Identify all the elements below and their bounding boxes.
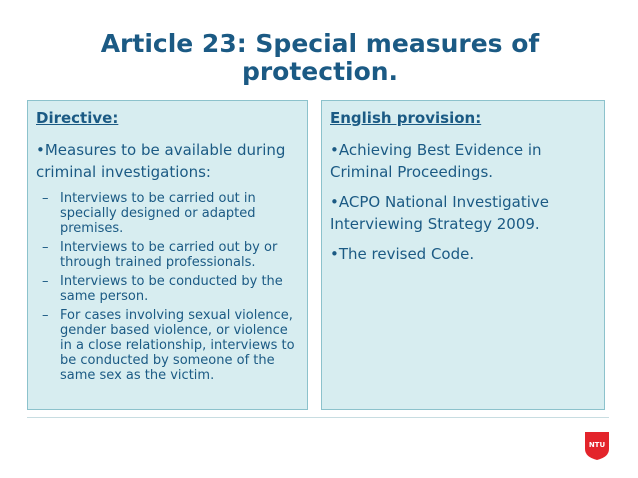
directive-sub-item xyxy=(36,274,299,304)
directive-panel xyxy=(27,100,308,410)
directive-sub-item-text: For cases involving sexual violence, gender based violence, or violence in a close relationship, interviews to be conducted by someone of the same sex as the victim. xyxy=(60,308,295,383)
ntu-logo xyxy=(584,431,610,461)
dash-marker: – xyxy=(42,191,49,206)
directive-sub-item xyxy=(36,191,299,236)
directive-sub-item-text: Interviews to be conducted by the same person. xyxy=(60,274,283,304)
dash-marker: – xyxy=(42,308,49,323)
slide-title: Article 23: Special measures of protection. xyxy=(100,29,540,86)
ntu-logo-text: NTU xyxy=(588,441,606,449)
dash-marker: – xyxy=(42,274,49,289)
directive-sub-item-text: Interviews to be carried out in specially designed or adapted premises. xyxy=(60,191,256,236)
directive-sub-list xyxy=(36,191,299,383)
english-provision-bullet: •Achieving Best Evidence in Criminal Proceedings. xyxy=(330,141,542,181)
directive-sub-item xyxy=(36,240,299,270)
directive-bullet: •Measures to be available during criminal investigations: xyxy=(36,141,286,181)
directive-heading: Directive: xyxy=(36,109,119,127)
dash-marker: – xyxy=(42,240,49,255)
english-provision-bullet: •ACPO National Investigative Interviewing Strategy 2009. xyxy=(330,193,549,233)
english-provision-bullet: •The revised Code. xyxy=(330,245,475,263)
directive-sub-item-text: Interviews to be carried out by or through trained professionals. xyxy=(60,240,278,270)
english-provision-heading: English provision: xyxy=(330,109,482,127)
directive-sub-item xyxy=(36,308,299,383)
footer-divider xyxy=(27,417,609,418)
english-provision-panel xyxy=(321,100,605,410)
